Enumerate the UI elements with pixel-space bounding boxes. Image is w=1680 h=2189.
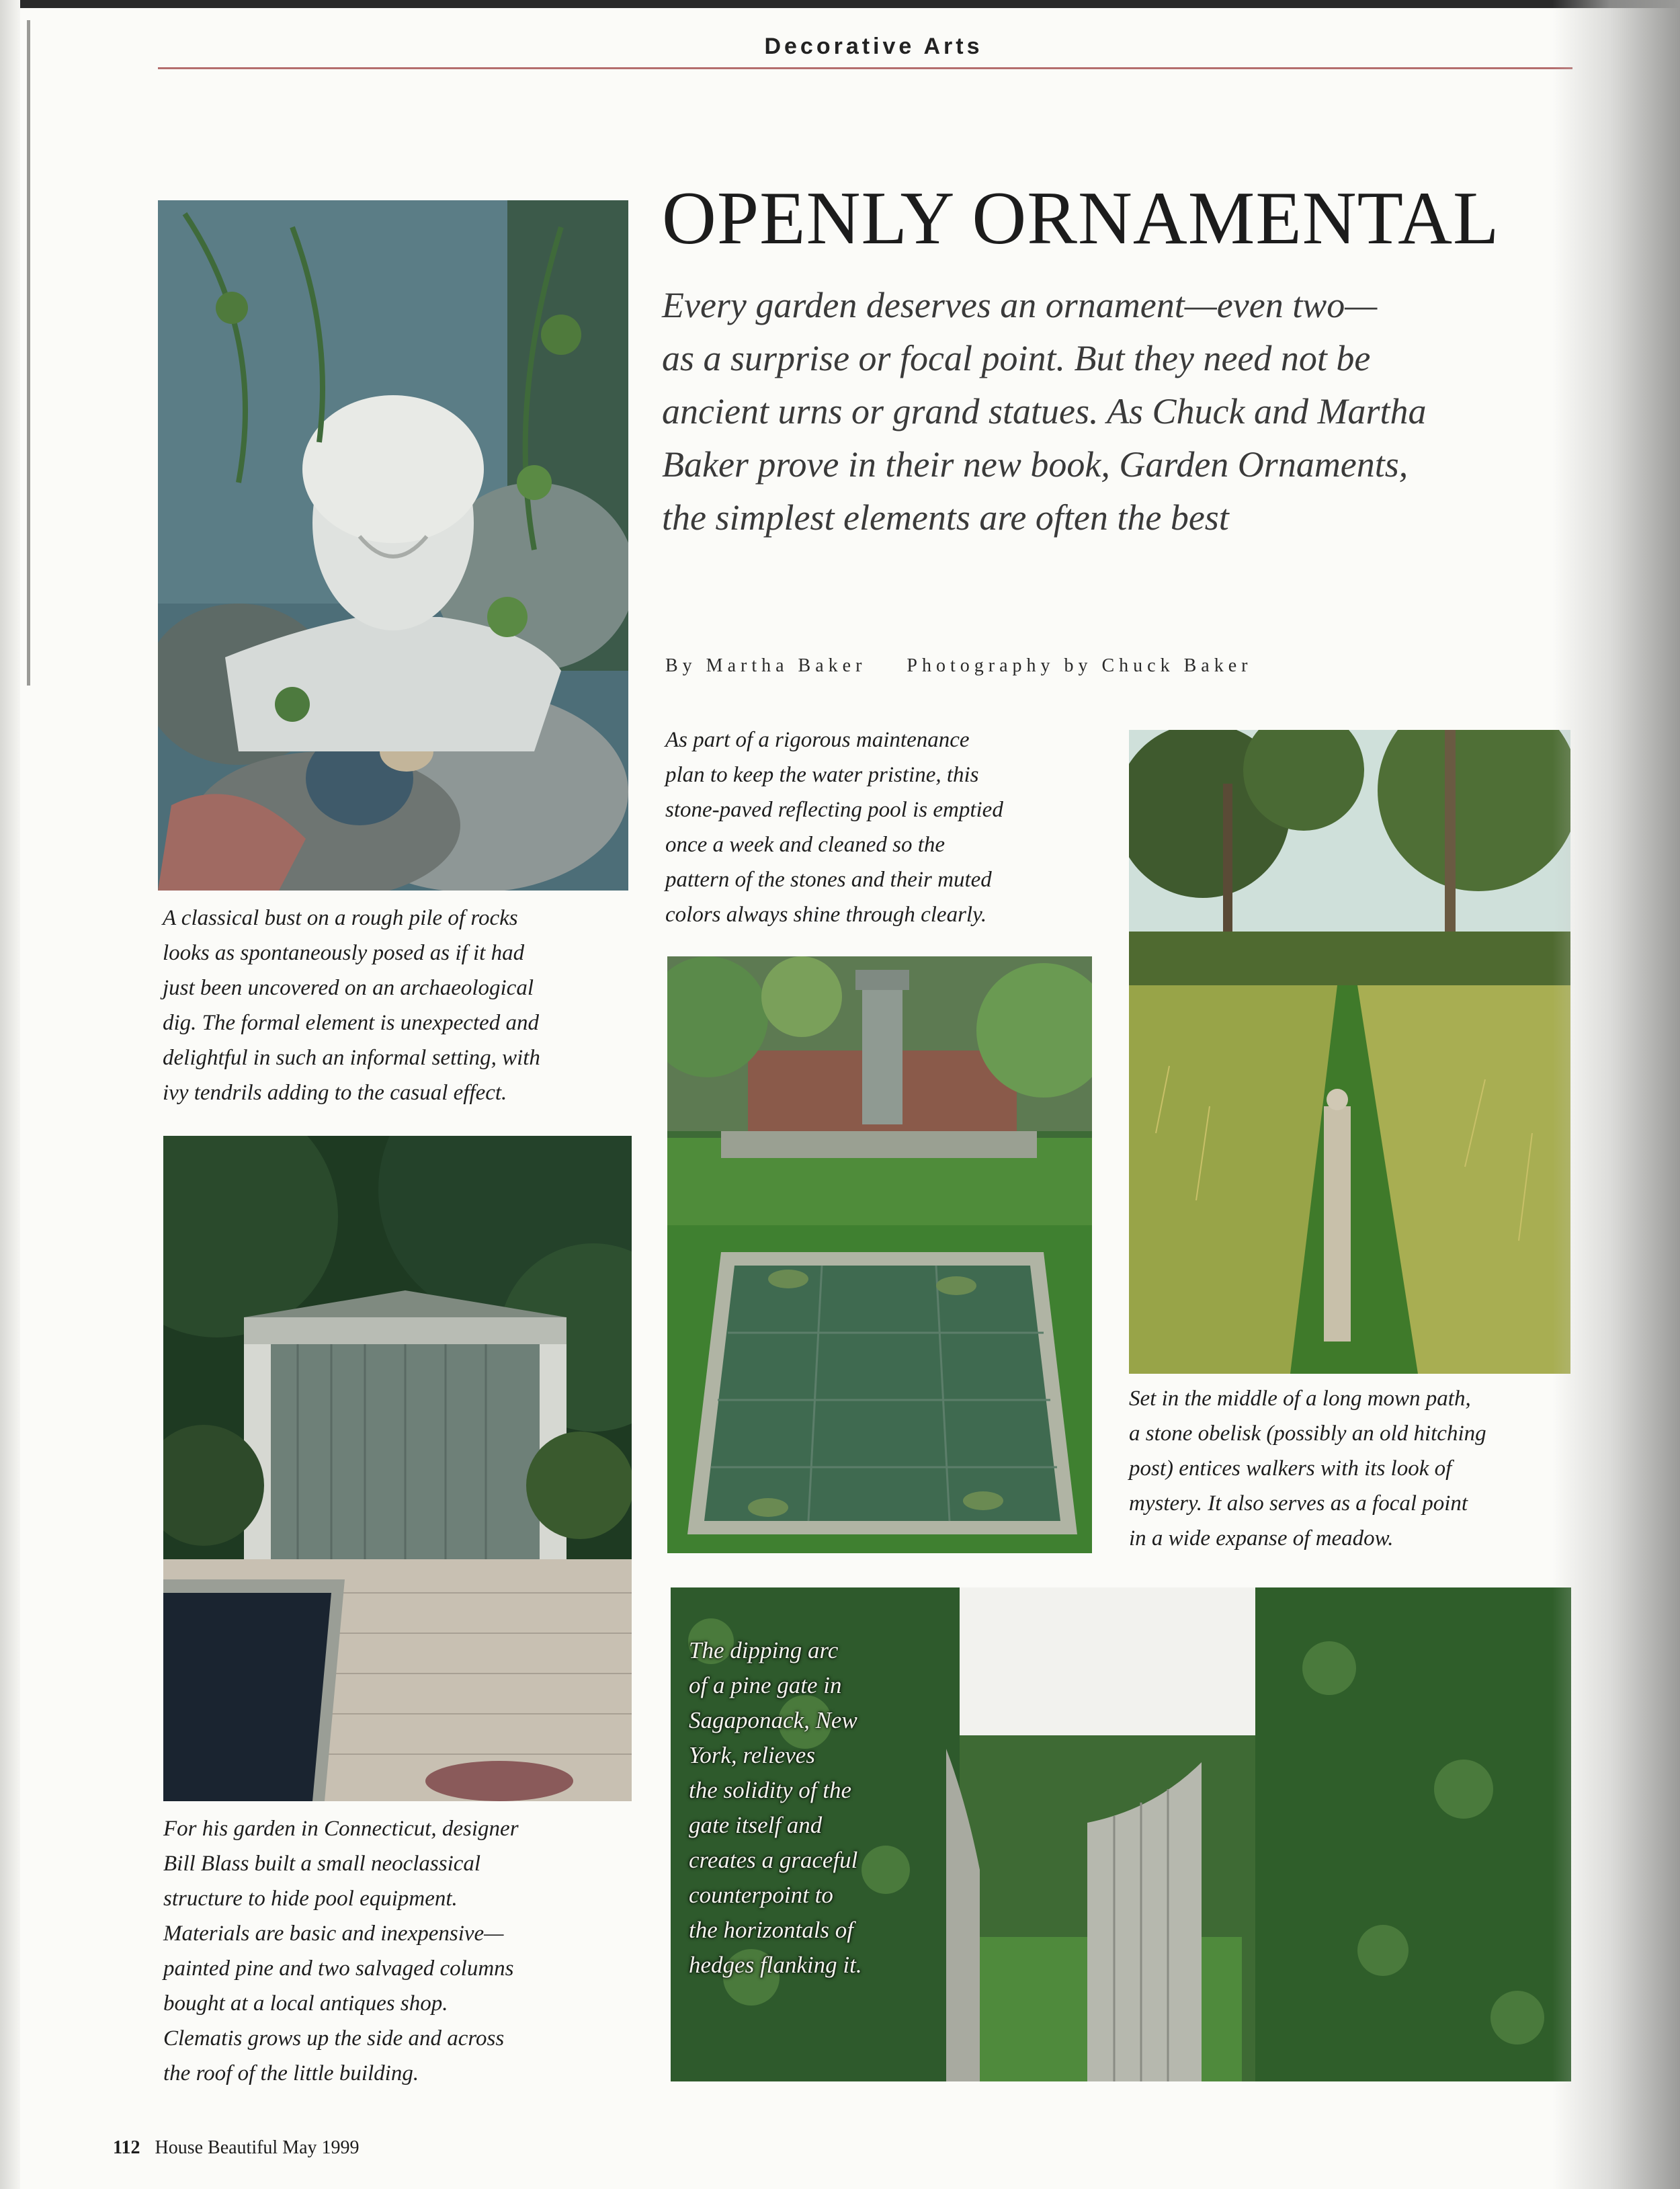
author-credit: By Martha Baker [665,655,867,676]
caption-line: stone-paved reflecting pool is emptied [665,798,1003,822]
caption-line: the solidity of the [689,1777,852,1803]
article-title: OPENLY ORNAMENTAL [662,177,1500,260]
caption-line: Sagaponack, New [689,1707,857,1733]
caption-obelisk [1129,1381,1559,1556]
caption-line: delightful in such an informal setting, with [163,1046,540,1070]
caption-line: For his garden in Connecticut, designer [163,1817,519,1841]
caption-line: The dipping arc [689,1637,839,1663]
caption-line: Bill Blass built a small neoclassical [163,1852,481,1876]
caption-line: hedges flanking it. [689,1952,862,1978]
caption-reflecting-pool [665,722,1095,932]
caption-line: dig. The formal element is unexpected and [163,1011,539,1035]
caption-line: creates a graceful [689,1847,858,1873]
page-left-edge [0,0,20,2189]
caption-line: bought at a local antiques shop. [163,1991,448,2016]
photo-stone-obelisk [1129,730,1570,1374]
deck-line: Every garden deserves an ornament—even two— [662,285,1378,325]
page-footer [113,2137,360,2159]
caption-line: pattern of the stones and their muted [665,868,992,892]
page-gutter-shadow [1552,0,1680,2189]
caption-line: York, relieves [689,1742,815,1768]
caption-line: mystery. It also serves as a focal point [1129,1491,1468,1516]
caption-line: looks as spontaneously posed as if it had [163,941,525,965]
photo-classical-bust [158,200,628,891]
publication-line: House Beautiful May 1999 [155,2137,360,2158]
caption-line: just been uncovered on an archaeological [163,976,534,1000]
caption-pool-house [163,1811,634,2091]
caption-line: counterpoint to [689,1882,833,1908]
deck-line: as a surprise or focal point. But they need not be [662,338,1371,378]
caption-line: the horizontals of [689,1917,854,1943]
caption-line: painted pine and two salvaged columns [163,1956,514,1981]
caption-pine-gate [689,1633,931,1983]
photo-credit: Photography by Chuck Baker [907,655,1253,676]
deck-line: ancient urns or grand statues. As Chuck and Martha [662,391,1427,431]
caption-line: Materials are basic and inexpensive— [163,1922,504,1946]
caption-line: in a wide expanse of meadow. [1129,1526,1394,1551]
caption-line: ivy tendrils adding to the casual effect. [163,1081,507,1105]
article-deck [662,279,1569,544]
section-label: Decorative Arts [764,34,983,59]
caption-line: a stone obelisk (possibly an old hitching [1129,1421,1486,1446]
caption-line: Clematis grows up the side and across [163,2026,505,2051]
caption-line: colors always shine through clearly. [665,903,987,927]
caption-line: post) entices walkers with its look of [1129,1456,1452,1481]
caption-line: Set in the middle of a long mown path, [1129,1387,1471,1411]
deck-line: Baker prove in their new book, Garden Ornaments, [662,444,1409,485]
deck-line: the simplest elements are often the best [662,497,1229,538]
caption-line: structure to hide pool equipment. [163,1887,458,1911]
binding-line [27,20,30,686]
header-rule [158,67,1572,69]
page-top-edge [0,0,1680,8]
photo-pool-house [163,1136,632,1801]
caption-line: of a pine gate in [689,1672,842,1698]
caption-line: once a week and cleaned so the [665,833,946,857]
caption-bust [163,901,633,1110]
caption-line: the roof of the little building. [163,2061,419,2085]
byline [665,655,1539,677]
caption-line: gate itself and [689,1812,823,1838]
caption-line: As part of a rigorous maintenance [665,728,970,752]
page-number: 112 [113,2137,140,2158]
photo-reflecting-pool [667,956,1092,1553]
caption-line: A classical bust on a rough pile of rocks [163,906,518,930]
caption-line: plan to keep the water pristine, this [665,763,979,787]
